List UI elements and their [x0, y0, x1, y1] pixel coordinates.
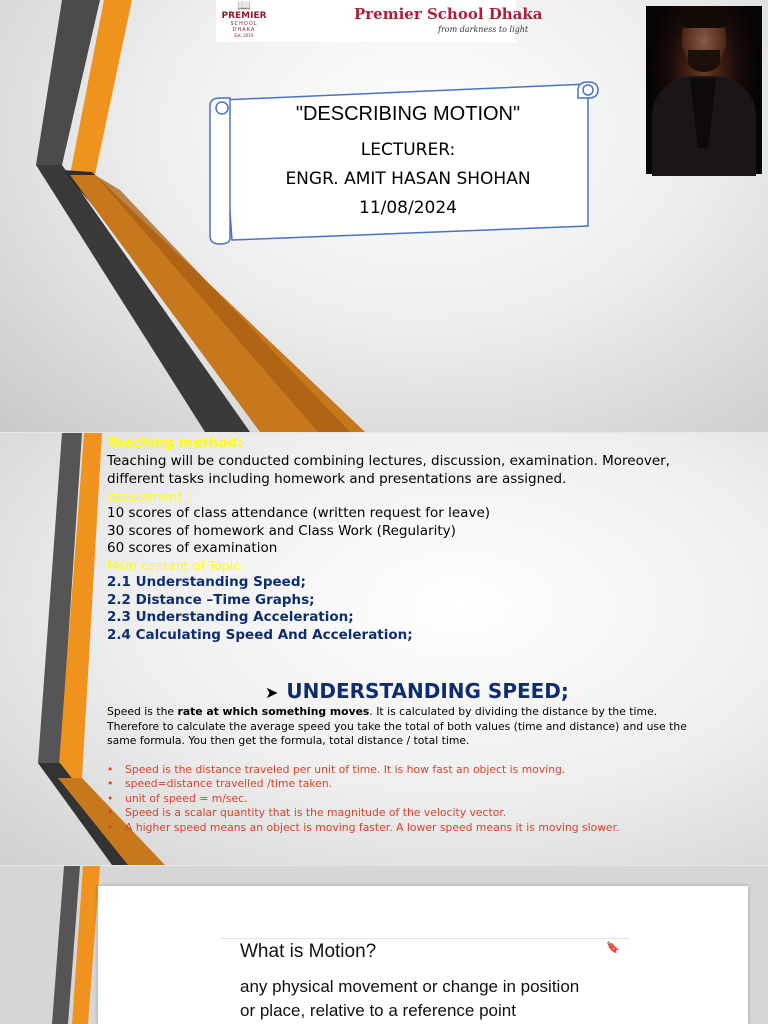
lecturer-photo — [646, 6, 762, 174]
teaching-method-text: different tasks including homework and presentations are assigned. — [107, 470, 567, 487]
question-title: What is Motion? — [240, 941, 377, 962]
section-heading-text: UNDERSTANDING SPEED; — [286, 679, 569, 703]
paragraph-text: same formula. You then get the formula, total distance / total time. — [107, 734, 470, 747]
bullet-text: Speed is the distance traveled per unit of time. It is how fast an object is moving. — [125, 763, 566, 776]
crest-text: DHAKA — [232, 27, 256, 33]
lecturer-label: LECTURER: — [360, 140, 456, 160]
bullet-icon: • — [107, 820, 114, 834]
bullet-item — [107, 792, 248, 806]
definition-line: any physical movement or change in position — [240, 977, 580, 996]
bullet-text: Speed is a scalar quantity that is the magnitude of the velocity vector. — [125, 806, 507, 820]
title-block — [230, 100, 586, 223]
assessment-heading: Assessment : — [107, 489, 191, 504]
paragraph-bold: rate at which something moves — [177, 705, 370, 718]
definition-text — [240, 975, 579, 1023]
content-heading: Main content of Topic: — [107, 558, 245, 573]
crest-text: PREMIER — [221, 11, 267, 21]
lecturer-name: ENGR. AMIT HASAN SHOHAN — [285, 169, 531, 189]
paragraph-text: Speed is the — [107, 705, 178, 718]
teaching-method-heading: Teaching method: — [107, 435, 243, 451]
assessment-item: 30 scores of homework and Class Work (Regularity) — [107, 522, 456, 539]
paragraph-text: Therefore to calculate the average speed you take the total of both values (time and distance) and use the — [107, 719, 687, 733]
bullet-item — [107, 821, 620, 835]
school-name: Premier School Dhaka — [354, 5, 543, 23]
content-slide — [0, 433, 768, 865]
bullet-item — [107, 777, 332, 791]
bullet-text: speed=distance travelled /time taken. — [125, 777, 333, 791]
presentation-title: "DESCRIBING MOTION" — [295, 103, 521, 125]
title-slide — [0, 0, 768, 432]
bullet-icon: • — [107, 777, 114, 791]
definition-line: or place, relative to a reference point — [240, 1001, 516, 1020]
book-icon: 📖 — [237, 0, 251, 12]
topic-item: 2.4 Calculating Speed And Acceleration; — [107, 626, 413, 643]
photo-hair — [680, 6, 728, 28]
topic-item: 2.3 Understanding Acceleration; — [107, 609, 354, 625]
crest-text: Est. 2019 — [234, 33, 254, 38]
school-crest — [220, 0, 268, 42]
content-card — [98, 886, 748, 1024]
bookmark-icon[interactable]: 🔖 — [606, 941, 620, 954]
school-tagline: from darkness to light — [438, 25, 529, 34]
lecture-date: 11/08/2024 — [359, 198, 457, 218]
school-logo — [216, 0, 543, 42]
speed-paragraph — [107, 705, 657, 720]
assessment-item: 10 scores of class attendance (written request for leave) — [107, 505, 491, 521]
definition-panel — [220, 938, 630, 1024]
bullet-icon: • — [107, 791, 114, 805]
arrow-icon: ➤ — [265, 683, 279, 702]
bullet-item — [107, 763, 565, 777]
bullet-text: A higher speed means an object is moving faster. A lower speed means it is moving slower. — [125, 820, 620, 834]
motion-slide — [0, 866, 768, 1024]
bullet-item — [107, 806, 506, 820]
bullet-icon: • — [107, 763, 114, 776]
assessment-item: 60 scores of examination — [107, 540, 278, 556]
photo-beard — [688, 50, 720, 72]
bullet-icon: • — [107, 806, 114, 820]
section-heading — [265, 679, 569, 703]
teaching-method-text: Teaching will be conducted combining lectures, discussion, examination. Moreover, — [107, 453, 670, 469]
topic-item: 2.2 Distance –Time Graphs; — [107, 591, 315, 608]
paragraph-text: . It is calculated by dividing the distance by the time. — [369, 705, 658, 718]
bullet-text: unit of speed = m/sec. — [125, 791, 248, 805]
crest-text: SCHOOL — [230, 21, 258, 27]
topic-item: 2.1 Understanding Speed; — [107, 574, 306, 590]
